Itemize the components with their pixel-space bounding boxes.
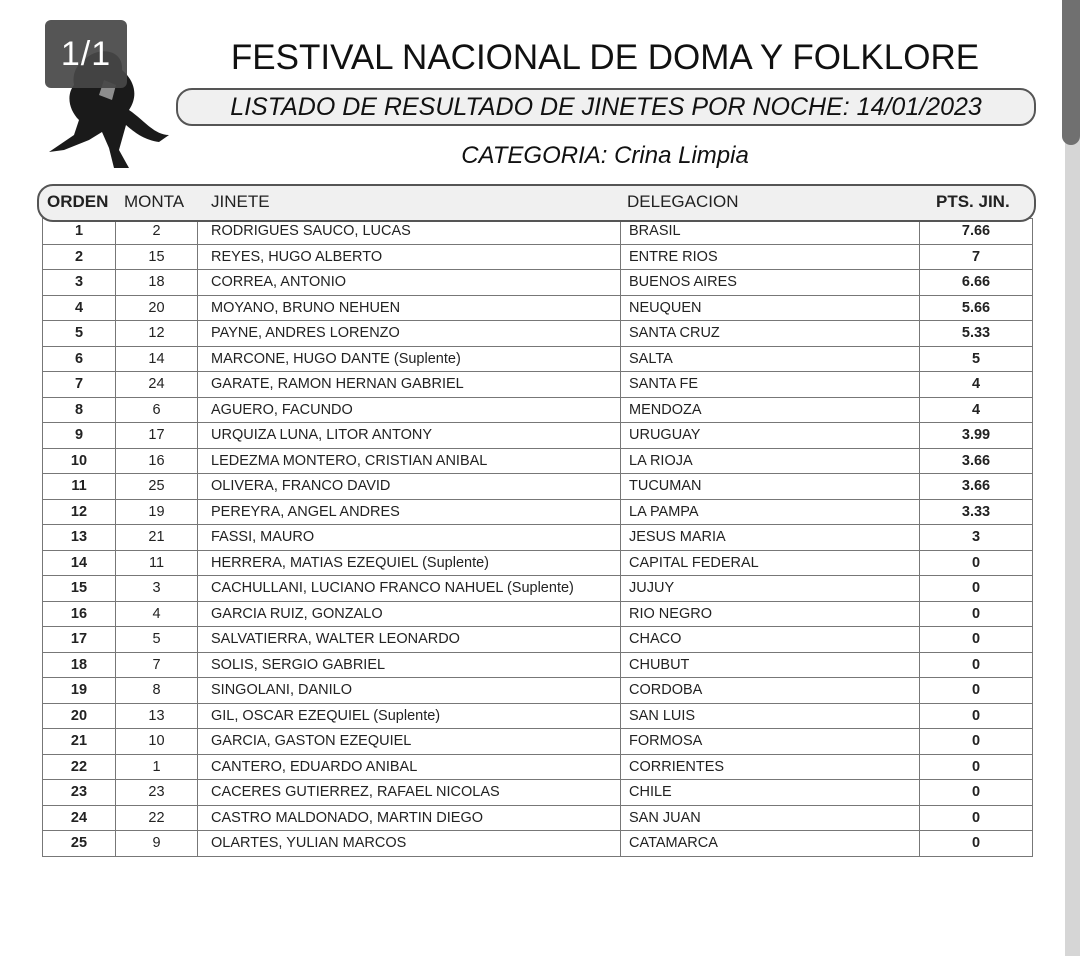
- cell-orden: 18: [43, 652, 116, 678]
- cell-pts: 0: [920, 729, 1033, 755]
- cell-delegacion: CHILE: [621, 780, 920, 806]
- cell-monta: 22: [116, 805, 198, 831]
- cell-pts: 0: [920, 831, 1033, 857]
- cell-jinete: CASTRO MALDONADO, MARTIN DIEGO: [198, 805, 621, 831]
- cell-monta: 8: [116, 678, 198, 704]
- cell-pts: 3.99: [920, 423, 1033, 449]
- cell-delegacion: TUCUMAN: [621, 474, 920, 500]
- cell-monta: 3: [116, 576, 198, 602]
- table-row: [43, 627, 1033, 653]
- cell-orden: 25: [43, 831, 116, 857]
- cell-monta: 18: [116, 270, 198, 296]
- cell-delegacion: BUENOS AIRES: [621, 270, 920, 296]
- cell-monta: 16: [116, 448, 198, 474]
- cell-jinete: CANTERO, EDUARDO ANIBAL: [198, 754, 621, 780]
- header-delegacion: DELEGACION: [627, 192, 739, 211]
- cell-monta: 20: [116, 295, 198, 321]
- cell-orden: 17: [43, 627, 116, 653]
- table-row: [43, 729, 1033, 755]
- table-row: [43, 601, 1033, 627]
- header-jinete: JINETE: [211, 192, 270, 211]
- cell-monta: 10: [116, 729, 198, 755]
- table-row: [43, 448, 1033, 474]
- cell-jinete: OLARTES, YULIAN MARCOS: [198, 831, 621, 857]
- cell-orden: 5: [43, 321, 116, 347]
- cell-jinete: GIL, OSCAR EZEQUIEL (Suplente): [198, 703, 621, 729]
- document-subtitle: LISTADO DE RESULTADO DE JINETES POR NOCHE: 14/01/2023: [176, 88, 1036, 126]
- cell-monta: 25: [116, 474, 198, 500]
- table-row: [43, 703, 1033, 729]
- cell-orden: 3: [43, 270, 116, 296]
- cell-orden: 19: [43, 678, 116, 704]
- cell-jinete: GARCIA, GASTON EZEQUIEL: [198, 729, 621, 755]
- table-row: [43, 270, 1033, 296]
- cell-delegacion: CHUBUT: [621, 652, 920, 678]
- cell-pts: 0: [920, 550, 1033, 576]
- cell-delegacion: MENDOZA: [621, 397, 920, 423]
- cell-delegacion: ENTRE RIOS: [621, 244, 920, 270]
- cell-pts: 3.33: [920, 499, 1033, 525]
- table-row: [43, 678, 1033, 704]
- table-row: [43, 805, 1033, 831]
- cell-orden: 16: [43, 601, 116, 627]
- page-indicator: 1/1: [45, 20, 127, 88]
- cell-orden: 4: [43, 295, 116, 321]
- cell-pts: 0: [920, 703, 1033, 729]
- cell-orden: 11: [43, 474, 116, 500]
- cell-orden: 20: [43, 703, 116, 729]
- table-row: [43, 321, 1033, 347]
- cell-monta: 12: [116, 321, 198, 347]
- cell-delegacion: CATAMARCA: [621, 831, 920, 857]
- table-row: [43, 423, 1033, 449]
- cell-jinete: CORREA, ANTONIO: [198, 270, 621, 296]
- table-row: [43, 474, 1033, 500]
- cell-delegacion: CHACO: [621, 627, 920, 653]
- cell-pts: 0: [920, 576, 1033, 602]
- cell-jinete: MARCONE, HUGO DANTE (Suplente): [198, 346, 621, 372]
- cell-delegacion: CAPITAL FEDERAL: [621, 550, 920, 576]
- cell-jinete: SINGOLANI, DANILO: [198, 678, 621, 704]
- document-title: FESTIVAL NACIONAL DE DOMA Y FOLKLORE: [230, 38, 980, 77]
- cell-monta: 23: [116, 780, 198, 806]
- cell-jinete: HERRERA, MATIAS EZEQUIEL (Suplente): [198, 550, 621, 576]
- cell-jinete: AGUERO, FACUNDO: [198, 397, 621, 423]
- table-row: [43, 499, 1033, 525]
- cell-delegacion: JESUS MARIA: [621, 525, 920, 551]
- table-row: [43, 219, 1033, 245]
- cell-delegacion: CORRIENTES: [621, 754, 920, 780]
- table-row: [43, 754, 1033, 780]
- cell-jinete: MOYANO, BRUNO NEHUEN: [198, 295, 621, 321]
- cell-jinete: SALVATIERRA, WALTER LEONARDO: [198, 627, 621, 653]
- cell-pts: 7: [920, 244, 1033, 270]
- cell-pts: 0: [920, 627, 1033, 653]
- cell-jinete: LEDEZMA MONTERO, CRISTIAN ANIBAL: [198, 448, 621, 474]
- cell-jinete: CACERES GUTIERREZ, RAFAEL NICOLAS: [198, 780, 621, 806]
- header-pts: PTS. JIN.: [936, 192, 1010, 211]
- table-row: [43, 652, 1033, 678]
- cell-delegacion: LA RIOJA: [621, 448, 920, 474]
- cell-orden: 24: [43, 805, 116, 831]
- cell-delegacion: SANTA CRUZ: [621, 321, 920, 347]
- cell-jinete: PAYNE, ANDRES LORENZO: [198, 321, 621, 347]
- cell-orden: 1: [43, 219, 116, 245]
- cell-monta: 5: [116, 627, 198, 653]
- cell-monta: 14: [116, 346, 198, 372]
- table-row: [43, 244, 1033, 270]
- table-header: [37, 184, 1036, 222]
- cell-orden: 14: [43, 550, 116, 576]
- cell-delegacion: BRASIL: [621, 219, 920, 245]
- cell-monta: 13: [116, 703, 198, 729]
- table-row: [43, 397, 1033, 423]
- cell-monta: 6: [116, 397, 198, 423]
- cell-monta: 17: [116, 423, 198, 449]
- cell-jinete: REYES, HUGO ALBERTO: [198, 244, 621, 270]
- cell-delegacion: SANTA FE: [621, 372, 920, 398]
- cell-pts: 0: [920, 601, 1033, 627]
- table-row: [43, 525, 1033, 551]
- cell-delegacion: URUGUAY: [621, 423, 920, 449]
- cell-delegacion: SAN JUAN: [621, 805, 920, 831]
- cell-jinete: GARATE, RAMON HERNAN GABRIEL: [198, 372, 621, 398]
- cell-orden: 15: [43, 576, 116, 602]
- cell-monta: 11: [116, 550, 198, 576]
- cell-jinete: GARCIA RUIZ, GONZALO: [198, 601, 621, 627]
- cell-orden: 12: [43, 499, 116, 525]
- cell-orden: 8: [43, 397, 116, 423]
- cell-delegacion: LA PAMPA: [621, 499, 920, 525]
- cell-orden: 2: [43, 244, 116, 270]
- cell-orden: 13: [43, 525, 116, 551]
- cell-delegacion: RIO NEGRO: [621, 601, 920, 627]
- table-row: [43, 576, 1033, 602]
- table-row: [43, 372, 1033, 398]
- cell-monta: 7: [116, 652, 198, 678]
- cell-orden: 9: [43, 423, 116, 449]
- cell-orden: 21: [43, 729, 116, 755]
- cell-pts: 5.33: [920, 321, 1033, 347]
- category-label: CATEGORIA: Crina Limpia: [461, 142, 749, 169]
- cell-pts: 4: [920, 397, 1033, 423]
- cell-pts: 0: [920, 780, 1033, 806]
- cell-pts: 5.66: [920, 295, 1033, 321]
- cell-pts: 0: [920, 678, 1033, 704]
- table-row: [43, 346, 1033, 372]
- header-monta: MONTA: [124, 192, 185, 211]
- cell-monta: 9: [116, 831, 198, 857]
- cell-delegacion: FORMOSA: [621, 729, 920, 755]
- cell-monta: 19: [116, 499, 198, 525]
- table-row: [43, 780, 1033, 806]
- table-row: [43, 831, 1033, 857]
- cell-monta: 1: [116, 754, 198, 780]
- cell-pts: 0: [920, 754, 1033, 780]
- cell-pts: 3.66: [920, 474, 1033, 500]
- cell-delegacion: NEUQUEN: [621, 295, 920, 321]
- cell-pts: 3.66: [920, 448, 1033, 474]
- cell-monta: 4: [116, 601, 198, 627]
- table-row: [43, 550, 1033, 576]
- cell-pts: 5: [920, 346, 1033, 372]
- results-table: [42, 218, 1033, 857]
- cell-pts: 7.66: [920, 219, 1033, 245]
- cell-orden: 7: [43, 372, 116, 398]
- cell-jinete: URQUIZA LUNA, LITOR ANTONY: [198, 423, 621, 449]
- cell-orden: 6: [43, 346, 116, 372]
- cell-delegacion: SAN LUIS: [621, 703, 920, 729]
- cell-delegacion: SALTA: [621, 346, 920, 372]
- cell-jinete: SOLIS, SERGIO GABRIEL: [198, 652, 621, 678]
- cell-jinete: RODRIGUES SAUCO, LUCAS: [198, 219, 621, 245]
- cell-monta: 15: [116, 244, 198, 270]
- cell-jinete: OLIVERA, FRANCO DAVID: [198, 474, 621, 500]
- cell-monta: 21: [116, 525, 198, 551]
- cell-monta: 2: [116, 219, 198, 245]
- cell-pts: 3: [920, 525, 1033, 551]
- header-orden: ORDEN: [47, 192, 109, 211]
- cell-pts: 0: [920, 805, 1033, 831]
- cell-pts: 4: [920, 372, 1033, 398]
- cell-jinete: PEREYRA, ANGEL ANDRES: [198, 499, 621, 525]
- cell-pts: 0: [920, 652, 1033, 678]
- cell-jinete: FASSI, MAURO: [198, 525, 621, 551]
- cell-pts: 6.66: [920, 270, 1033, 296]
- cell-jinete: CACHULLANI, LUCIANO FRANCO NAHUEL (Suplente): [198, 576, 621, 602]
- cell-orden: 23: [43, 780, 116, 806]
- cell-delegacion: JUJUY: [621, 576, 920, 602]
- cell-delegacion: CORDOBA: [621, 678, 920, 704]
- cell-orden: 22: [43, 754, 116, 780]
- scrollbar-thumb[interactable]: [1062, 0, 1080, 145]
- cell-orden: 10: [43, 448, 116, 474]
- table-row: [43, 295, 1033, 321]
- cell-monta: 24: [116, 372, 198, 398]
